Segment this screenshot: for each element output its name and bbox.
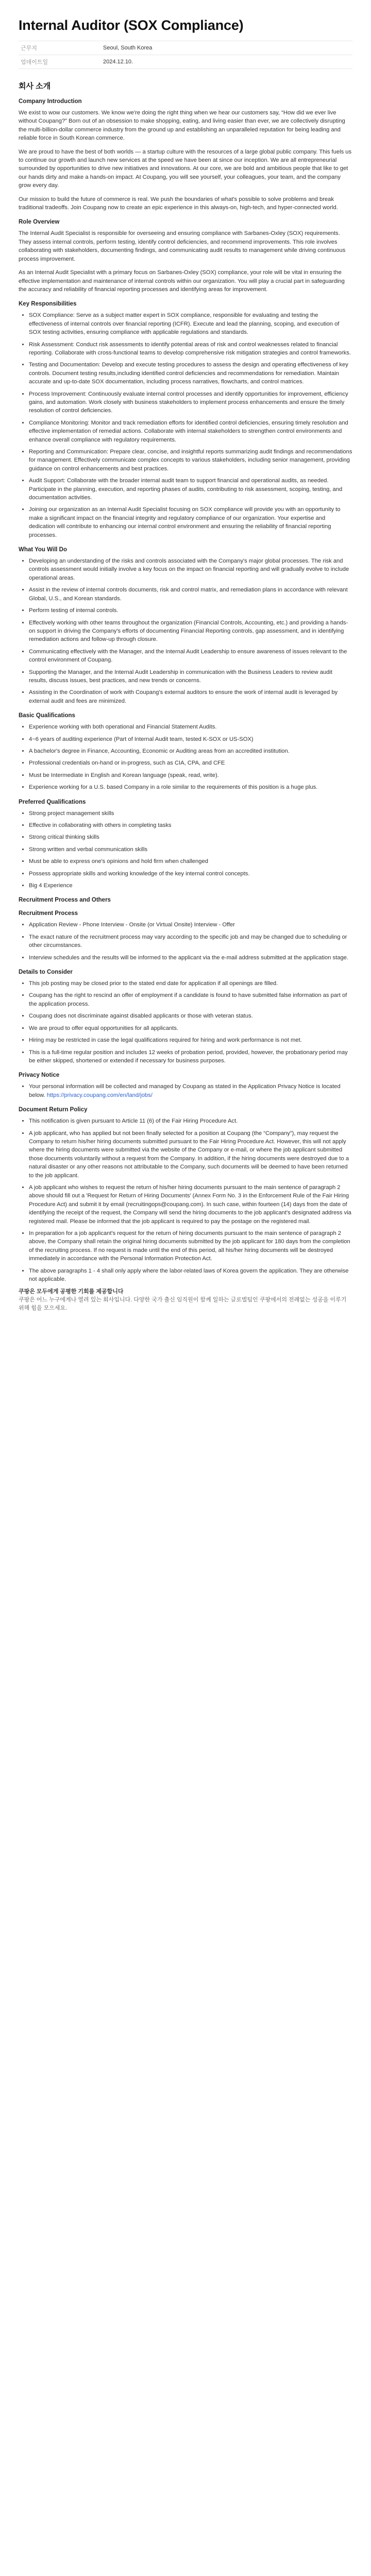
section-list-details-to-consider bbox=[19, 979, 352, 1065]
list-item bbox=[29, 933, 352, 950]
list-item-text: Developing an understanding of the risks and controls associated with the Company's major global processes. The risk and controls assessment would initially involve a key focus on the impact on financial reporting and will gradually evolve to include operational areas. bbox=[29, 558, 349, 581]
meta-row-updated bbox=[19, 55, 352, 69]
list-item-text: Effective in collaborating with others in completing tasks bbox=[29, 822, 172, 828]
list-item bbox=[29, 870, 352, 878]
list-item bbox=[29, 586, 352, 603]
list-item bbox=[29, 833, 352, 841]
list-item-text: Coupang has the right to rescind an offer of employment if a candidate is found to have submitted false information as part of the application process. bbox=[29, 992, 347, 1007]
list-item-text: Your personal information will be collected and managed by Coupang as stated in the Application Privacy Notice is located below. bbox=[29, 1083, 341, 1098]
meta-label-updated: 업데이트일 bbox=[21, 59, 48, 65]
list-item bbox=[29, 723, 352, 731]
list-item-text: Strong written and verbal communication skills bbox=[29, 846, 148, 853]
list-item bbox=[29, 361, 352, 386]
list-item-text: Strong project management skills bbox=[29, 810, 114, 817]
section-heading-basic-qualifications: Basic Qualifications bbox=[19, 713, 75, 719]
list-item-text: Must be able to express one's opinions and hold firm when challenged bbox=[29, 858, 208, 865]
list-item bbox=[29, 1229, 352, 1263]
section-list-what-you-will-do bbox=[19, 557, 352, 705]
list-item-text: The above paragraphs 1 - 4 shall only apply where the labor-related laws of Korea govern the application. They are otherwise not applicable. bbox=[29, 1267, 349, 1283]
list-item bbox=[29, 747, 352, 755]
list-item bbox=[29, 845, 352, 854]
list-item bbox=[29, 1183, 352, 1226]
list-item bbox=[29, 1048, 352, 1065]
list-item bbox=[29, 1012, 352, 1020]
list-item-text: Application Review - Phone Interview - Onsite (or Virtual Onsite) Interview - Offer bbox=[29, 922, 235, 928]
section-heading-recruitment-process: Recruitment Process bbox=[19, 910, 78, 917]
list-item bbox=[29, 619, 352, 644]
list-item-text: Possess appropriate skills and working knowledge of the key internal control concepts. bbox=[29, 870, 250, 877]
list-item-text: Effectively working with other teams throughout the organization (Financial Controls, Accounting, etc.) and providing a hands-on support in driving the Company's efforts of documenting Financial Reporting controls, gap assessment, and in identifying remediation actions and follow-up through closure. bbox=[29, 619, 348, 643]
list-item-text: In preparation for a job applicant's request for the return of hiring documents pursuant to the main sentence of paragraph 2 above, the Company shall retain the original hiring documents submitted by the job applicant for 180 days from the completion of the recruiting process. If no request is made until the end of this period, all his/her hiring documents will be destroyed immediately in accordance with the Personal Information Protection Act. bbox=[29, 1230, 350, 1262]
company-heading: 회사 소개 bbox=[19, 82, 51, 91]
list-item bbox=[29, 809, 352, 818]
job-meta-table bbox=[19, 41, 352, 69]
section-heading-what-you-will-do: What You Will Do bbox=[19, 547, 68, 553]
section-heading-key-responsibilities: Key Responsibilities bbox=[19, 301, 77, 308]
list-item-text: The exact nature of the recruitment process may vary according to the specific job and may be changed due to scheduling or other circumstances. bbox=[29, 934, 347, 949]
list-item-text: Professional credentials on-hand or in-progress, such as CIA, CPA, and CFE bbox=[29, 760, 225, 767]
section-list-key-responsibilities bbox=[19, 311, 352, 539]
meta-value-updated: 2024.12.10. bbox=[103, 59, 133, 65]
list-item bbox=[29, 477, 352, 502]
section-list-recruitment-process bbox=[19, 921, 352, 962]
list-item-text: Audit Support: Collaborate with the broader internal audit team to support financial and operational audits, as needed. Participate in the planning, execution, and reporting phases of audits, contributing to risk assessment, scoping, testing, and documentation activities. bbox=[29, 478, 343, 501]
list-item-text: 4~6 years of auditing experience (Part of Internal Audit team, tested K-SOX or US-SOX) bbox=[29, 736, 254, 742]
list-item bbox=[29, 882, 352, 890]
list-item bbox=[29, 648, 352, 665]
list-item-text: Reporting and Communication: Prepare clear, concise, and insightful reports summarizing audit findings and recommendations for management. Effectively communicate complex concepts to various stakeholders, including senior management, providing guidance on control enhancements and best practices. bbox=[29, 449, 352, 472]
list-item-text: Process Improvement: Continuously evaluate internal control processes and identify opportunities for improvement, efficiency gains, and automation. Work closely with business stakeholders to implement process enhancements and ensure the timely resolution of control deficiencies. bbox=[29, 391, 348, 414]
list-item-text: Compliance Monitoring: Monitor and track remediation efforts for identified control deficiencies, ensuring timely resolution and effective implementation of remedial actions. Collaborate with internal stakeholders to strengthen control environments and enhance overall compliance with regulatory requirements. bbox=[29, 419, 348, 443]
list-item-text: Assisting in the Coordination of work with Coupang's external auditors to ensure the work of internal audit is leveraged by external audit and fees are minimized. bbox=[29, 689, 338, 704]
equal-opportunity-text: 쿠팡은 어느 누구에게나 열려 있는 회사입니다. 다양한 국가 출신 임직원이 함께 일하는 글로벌팀인 쿠팡에서의 전례없는 성공을 이루기 위해 힘을 모으세요. bbox=[19, 1297, 347, 1312]
list-item-text: Coupang does not discriminate against disabled applicants or those with veteran status. bbox=[29, 1013, 253, 1020]
list-item-text: Joining our organization as an Internal Audit Specialist focusing on SOX compliance will provide you with an opportunity to make a significant impact on the financial integrity and regulatory compliance of our organization. Your expertise and dedication will contribute to enhancing our internal control environment and ensuring the reliability of financial reporting processes. bbox=[29, 506, 341, 538]
list-item bbox=[29, 979, 352, 988]
equal-opportunity-title: 쿠팡은 모두에게 공평한 기회를 제공합니다 bbox=[19, 1289, 124, 1295]
list-item bbox=[29, 557, 352, 582]
list-item-text: Hiring may be restricted in case the legal qualifications required for hiring and work performance is not met. bbox=[29, 1037, 302, 1044]
list-item bbox=[29, 783, 352, 791]
list-item bbox=[29, 1117, 352, 1125]
list-item bbox=[29, 1024, 352, 1032]
list-item bbox=[29, 668, 352, 685]
list-item bbox=[29, 759, 352, 767]
section-paragraph: Our mission to build the future of commerce is real. We push the boundaries of what's possible to solve problems and break traditional tradeoffs. Join Coupang now to create an epic experience in this always-on, high-tech, and hyper-connected world. bbox=[19, 196, 338, 211]
list-item bbox=[29, 1267, 352, 1284]
list-item bbox=[29, 771, 352, 779]
list-item-text: Big 4 Experience bbox=[29, 883, 73, 889]
section-paragraph: As an Internal Audit Specialist with a primary focus on Sarbanes-Oxley (SOX) compliance, your role will be vital in ensuring the effective implementation and maintenance of internal controls within our organization. You will play a crucial part in safeguarding the accuracy and reliability of financial reporting processes and identifying areas for improvement. bbox=[19, 269, 345, 293]
list-item bbox=[29, 921, 352, 929]
list-item bbox=[29, 1082, 352, 1099]
list-item bbox=[29, 688, 352, 705]
privacy-notice-link[interactable]: https://privacy.coupang.com/en/land/jobs/ bbox=[46, 1092, 153, 1098]
job-description-body bbox=[19, 98, 352, 1283]
list-item-text: Supporting the Manager, and the Internal Audit Leadership in communication with the Business Leaders to review audit results, discuss issues, best practices, and new trends or concerns. bbox=[29, 669, 332, 684]
section-list-basic-qualifications bbox=[19, 723, 352, 791]
list-item bbox=[29, 505, 352, 539]
list-item-text: Perform testing of internal controls. bbox=[29, 607, 119, 614]
list-item bbox=[29, 419, 352, 444]
section-paragraph: We exist to wow our customers. We know we're doing the right thing when we hear our customers say, “How did we ever live without Coupang?” Born out of an obsession to make shopping, eating, and living easier than ever, we are collectively disrupting the multi-billion-dollar commerce industry from the ground up and establishing an unparalleled reputation for being leading and reliable force in South Korean commerce. bbox=[19, 110, 345, 142]
list-item bbox=[29, 735, 352, 743]
list-item bbox=[29, 1129, 352, 1180]
list-item-text: Communicating effectively with the Manager, and the Internal Audit Leadership to ensure awareness of issues relevant to the control environment of Coupang. bbox=[29, 648, 347, 664]
list-item-text: This job posting may be closed prior to the stated end date for application if all openings are filled. bbox=[29, 980, 278, 987]
list-item-text: This is a full-time regular position and includes 12 weeks of probation period, provided, however, the probationary period may be either skipped, shortened or extended if necessary for business purposes. bbox=[29, 1049, 348, 1064]
list-item-text: A job applicant, who has applied but not been finally selected for a position at Coupang (the “Company”), may request the Company to return his/her hiring documents submitted pursuant to the Fair Hiring Procedure Act. However, this will not apply where the hiring documents were submitted via the website of the Company or e-mail, or where the job applicant submitted those documents voluntarily without a request from the Company. In addition, if the hiring documents were destroyed due to a natural disaster or any other reasons not attributable to the Company, such documents will be deemed to have been returned to the job applicant. bbox=[29, 1130, 349, 1179]
section-paragraph: The Internal Audit Specialist is responsible for overseeing and ensuring compliance with Sarbanes-Oxley (SOX) requirements. They assess internal controls, perform testing, identify control deficiencies, and recommend improvements. This role involves collaborating with stakeholders, documenting findings, and communicating audit results to management while driving continuous process improvement. bbox=[19, 230, 346, 262]
list-item-text: This notification is given pursuant to Article 11 (6) of the Fair Hiring Procedure Act. bbox=[29, 1118, 238, 1125]
list-item bbox=[29, 1036, 352, 1044]
section-heading-details-to-consider: Details to Consider bbox=[19, 969, 73, 976]
list-item bbox=[29, 991, 352, 1008]
list-item-text: A job applicant who wishes to request the return of his/her hiring documents pursuant to the main sentence of paragraph 2 above should fill out a 'Request for Return of Hiring Documents' (Annex Form No. 3 in the Enforcement Rule of the Fair Hiring Procedure Act) and submit it by email (recruitingops@coupang.com). In such case, within fourteen (14) days from the date of identifying the receipt of the request, the Company will send the hiring documents to the job applicant's designated address via registered mail. Please be informed that the job applicant is required to pay the postage on the registered mail. bbox=[29, 1184, 351, 1225]
list-item bbox=[29, 954, 352, 962]
list-item-text: SOX Compliance: Serve as a subject matter expert in SOX compliance, responsible for evaluating and testing the effectiveness of internal controls over financial reporting (ICFR). Execute and lead the planning, scoping, and execution of SOX testing activities, ensuring compliance with applicable regulations and standards. bbox=[29, 312, 340, 336]
meta-row-location bbox=[19, 41, 352, 55]
list-item-text: We are proud to offer equal opportunities for all applicants. bbox=[29, 1025, 179, 1031]
list-item bbox=[29, 390, 352, 415]
list-item bbox=[29, 821, 352, 829]
section-list-preferred-qualifications bbox=[19, 809, 352, 890]
section-list-document-return-policy bbox=[19, 1117, 352, 1283]
list-item-text: Testing and Documentation: Develop and execute testing procedures to assess the design and operating effectiveness of key controls. Document testing results,including identified control deficiencies and recommendations for remediation. Maintain accurate and up-to-date SOX documentation, including process narratives, flowcharts, and control matrices. bbox=[29, 362, 348, 385]
list-item-text: Risk Assessment: Conduct risk assessments to identify potential areas of risk and control weaknesses related to financial reporting. Collaborate with cross-functional teams to develop comprehensive risk mitigation strategies and control frameworks. bbox=[29, 341, 351, 356]
section-heading-document-return-policy: Document Return Policy bbox=[19, 1107, 88, 1113]
list-item bbox=[29, 341, 352, 358]
list-item-text: Must be Intermediate in English and Korean language (speak, read, write). bbox=[29, 772, 219, 778]
list-item bbox=[29, 606, 352, 615]
list-item bbox=[29, 448, 352, 473]
meta-label-location: 근무지 bbox=[21, 45, 37, 52]
equal-opportunity-notice bbox=[19, 1287, 352, 1312]
list-item-text: Assist in the review of internal controls documents, risk and control matrix, and remediation plans in accordance with relevant Global, U.S., and Korean standards. bbox=[29, 587, 348, 602]
list-item-text: Strong critical thinking skills bbox=[29, 834, 99, 841]
list-item-text: Experience working with both operational and Financial Statement Audits. bbox=[29, 724, 217, 731]
section-heading-role-overview: Role Overview bbox=[19, 219, 60, 226]
list-item-text: Interview schedules and the results will be informed to the applicant via the e-mail address submitted at the application stage. bbox=[29, 954, 349, 961]
list-item bbox=[29, 857, 352, 866]
list-item bbox=[29, 311, 352, 336]
section-heading-company-introduction: Company Introduction bbox=[19, 98, 82, 105]
section-heading-preferred-qualifications: Preferred Qualifications bbox=[19, 799, 86, 805]
list-item-text: A bachelor's degree in Finance, Accounting, Economic or Auditing areas from an accredited institution. bbox=[29, 748, 290, 754]
section-heading-privacy-notice: Privacy Notice bbox=[19, 1072, 60, 1079]
meta-value-location: Seoul, South Korea bbox=[103, 45, 153, 51]
section-heading-recruitment-process-and-others: Recruitment Process and Others bbox=[19, 897, 111, 904]
section-list-privacy-notice bbox=[19, 1082, 352, 1099]
job-title: Internal Auditor (SOX Compliance) bbox=[19, 18, 244, 33]
section-paragraph: We are proud to have the best of both worlds — a startup culture with the resources of a large global public company. This fuels us to continue our growth and launch new services at the speed we have been at since our inception. We are all entrepreneurial surrounded by opportunities to drive new initiatives and innovations. At our core, we are bold and ambitious people that like to get our hands dirty and make a hands-on impact. At Coupang, you will see yourself, your colleagues, your team, and the company grow every day. bbox=[19, 148, 352, 189]
list-item-text: Experience working for a U.S. based Company in a role similar to the requirements of this position is a huge plus. bbox=[29, 784, 318, 791]
